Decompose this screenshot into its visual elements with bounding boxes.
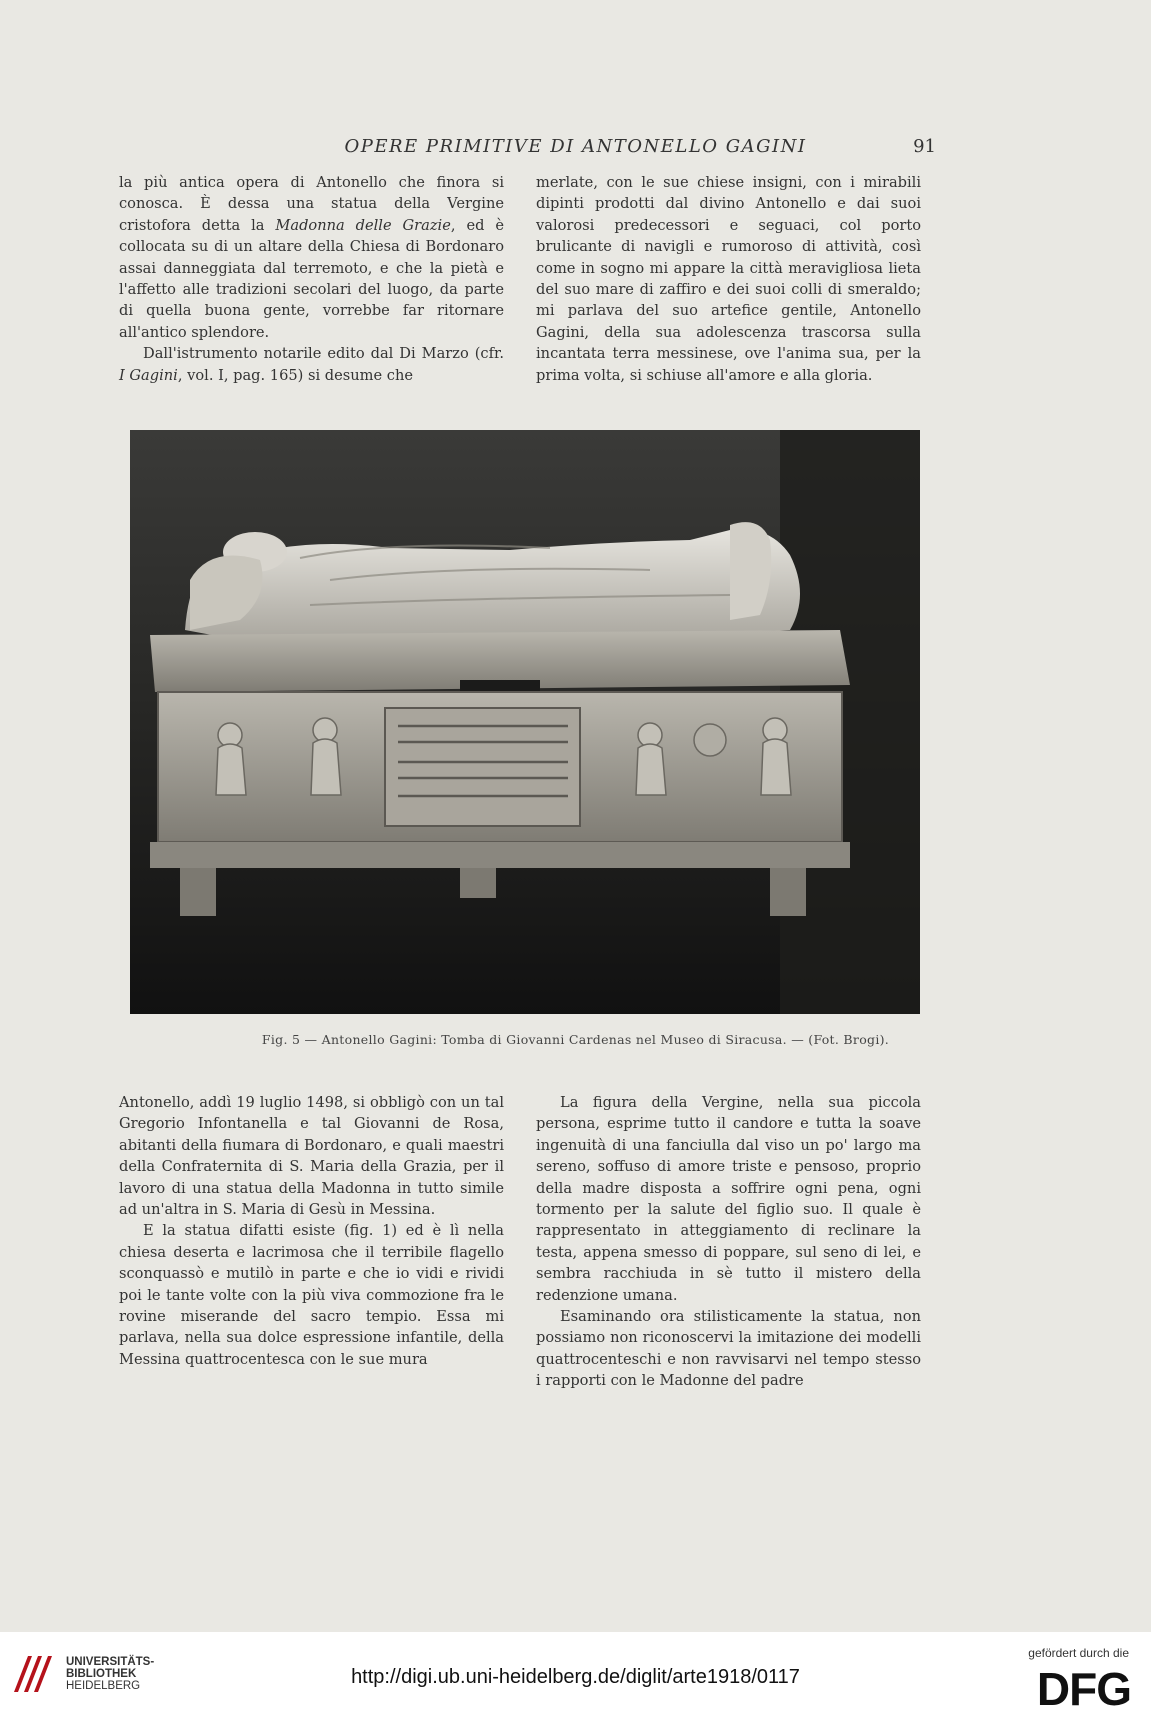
figure-caption: Fig. 5 — Antonello Gagini: Tomba di Giovanni Cardenas nel Museo di Siracusa. — (Fot. Brogi). <box>261 1032 890 1047</box>
running-title: OPERE PRIMITIVE DI ANTONELLO GAGINI <box>344 136 807 157</box>
title-madonna-delle-grazie: Madonna delle Grazie <box>275 216 451 234</box>
dfg-logo: DFG <box>1036 1663 1131 1715</box>
funding-text: gefördert durch die <box>1028 1646 1129 1660</box>
column-bottom-left <box>119 1092 504 1370</box>
column-top-left <box>119 172 504 386</box>
page-number: 91 <box>913 136 936 157</box>
column-bottom-right <box>536 1092 921 1392</box>
digitization-footer <box>0 1632 1151 1725</box>
paragraph: E la statua difatti esiste (fig. 1) ed è lì nella chiesa deserta e lacrimosa che il terribile flagello sconquassò e mutilò in parte e che io vidi e rividi poi le tante volte con la più viva commozione fra le rovine miserande del sacro tempio. Essa mi parlava, nella sua dolce espressione infantile, della Messina quattrocentesca con le sue mura <box>119 1222 504 1368</box>
paragraph: la più antica opera di Antonello che finora si conosca. È dessa una statua della Vergine cristofora detta la Madonna delle Grazie, ed è collocata su di un altare della Chiesa di Bordonaro assai danneggiata dal terremoto, e che la pietà e l'affetto alle tradizioni secolari del luogo, da parte di quella buona gente, vorrebbe far ritornare all'antico splendore. <box>119 174 504 341</box>
column-top-right <box>536 172 921 386</box>
title-i-gagini: I Gagini <box>119 366 178 384</box>
paragraph: Esaminando ora stilisticamente la statua, non possiamo non riconoscervi la imitazione dei modelli quattrocenteschi e non ravvisarvi nel tempo stesso i rapporti con le Madonne del padre <box>536 1308 921 1390</box>
university-library-name: UNIVERSITÄTS- BIBLIOTHEK HEIDELBERG <box>66 1656 155 1692</box>
figure-photo-tomb <box>130 430 920 1014</box>
paragraph: merlate, con le sue chiese insigni, con i mirabili dipinti prodotti dal divino Antonello e dai suoi valorosi predecessori e seguaci, col porto brulicante di navigli e rumoroso di attività, così come in sogno mi appare la città meravigliosa lieta del suo mare di zaffiro e dei suoi colli di smeraldo; mi parlava del suo artefice gentile, Antonello Gagini, della sua adolescenza trascorsa sulla incantata terra messinese, ove l'anima sua, per la prima volta, si schiuse all'amore e alla gloria. <box>536 174 921 384</box>
paragraph: Antonello, addì 19 luglio 1498, si obbligò con un tal Gregorio Infontanella e tal Giovanni de Rosa, abitanti della fiumara di Bordonaro, e quali maestri della Confraternita di S. Maria della Grazia, per il lavoro di una statua della Madonna in tutto simile ad un'altra in S. Maria di Gesù in Messina. <box>119 1094 504 1219</box>
paragraph: Dall'istrumento notarile edito dal Di Marzo (cfr. I Gagini, vol. I, pag. 165) si desume che <box>119 345 504 384</box>
running-head <box>0 136 1151 162</box>
paragraph: La figura della Vergine, nella sua piccola persona, esprime tutto il candore e tutta la soave ingenuità di una fanciulla dal viso un po' largo ma sereno, soffuso di amore triste e pensoso, proprio della madre disposta a soffrire ogni pena, ogni tormento per la salute del figlio suo. Il quale è rappresentato in atteggiamento di reclinare la testa, appena smesso di poppare, sul seno di lei, e sembra racchiuda in sè tutto il mistero della redenzione umana. <box>536 1094 921 1304</box>
digitization-url[interactable]: http://digi.ub.uni-heidelberg.de/diglit/arte1918/0117 <box>351 1666 800 1688</box>
tomb-photograph <box>130 430 920 1014</box>
